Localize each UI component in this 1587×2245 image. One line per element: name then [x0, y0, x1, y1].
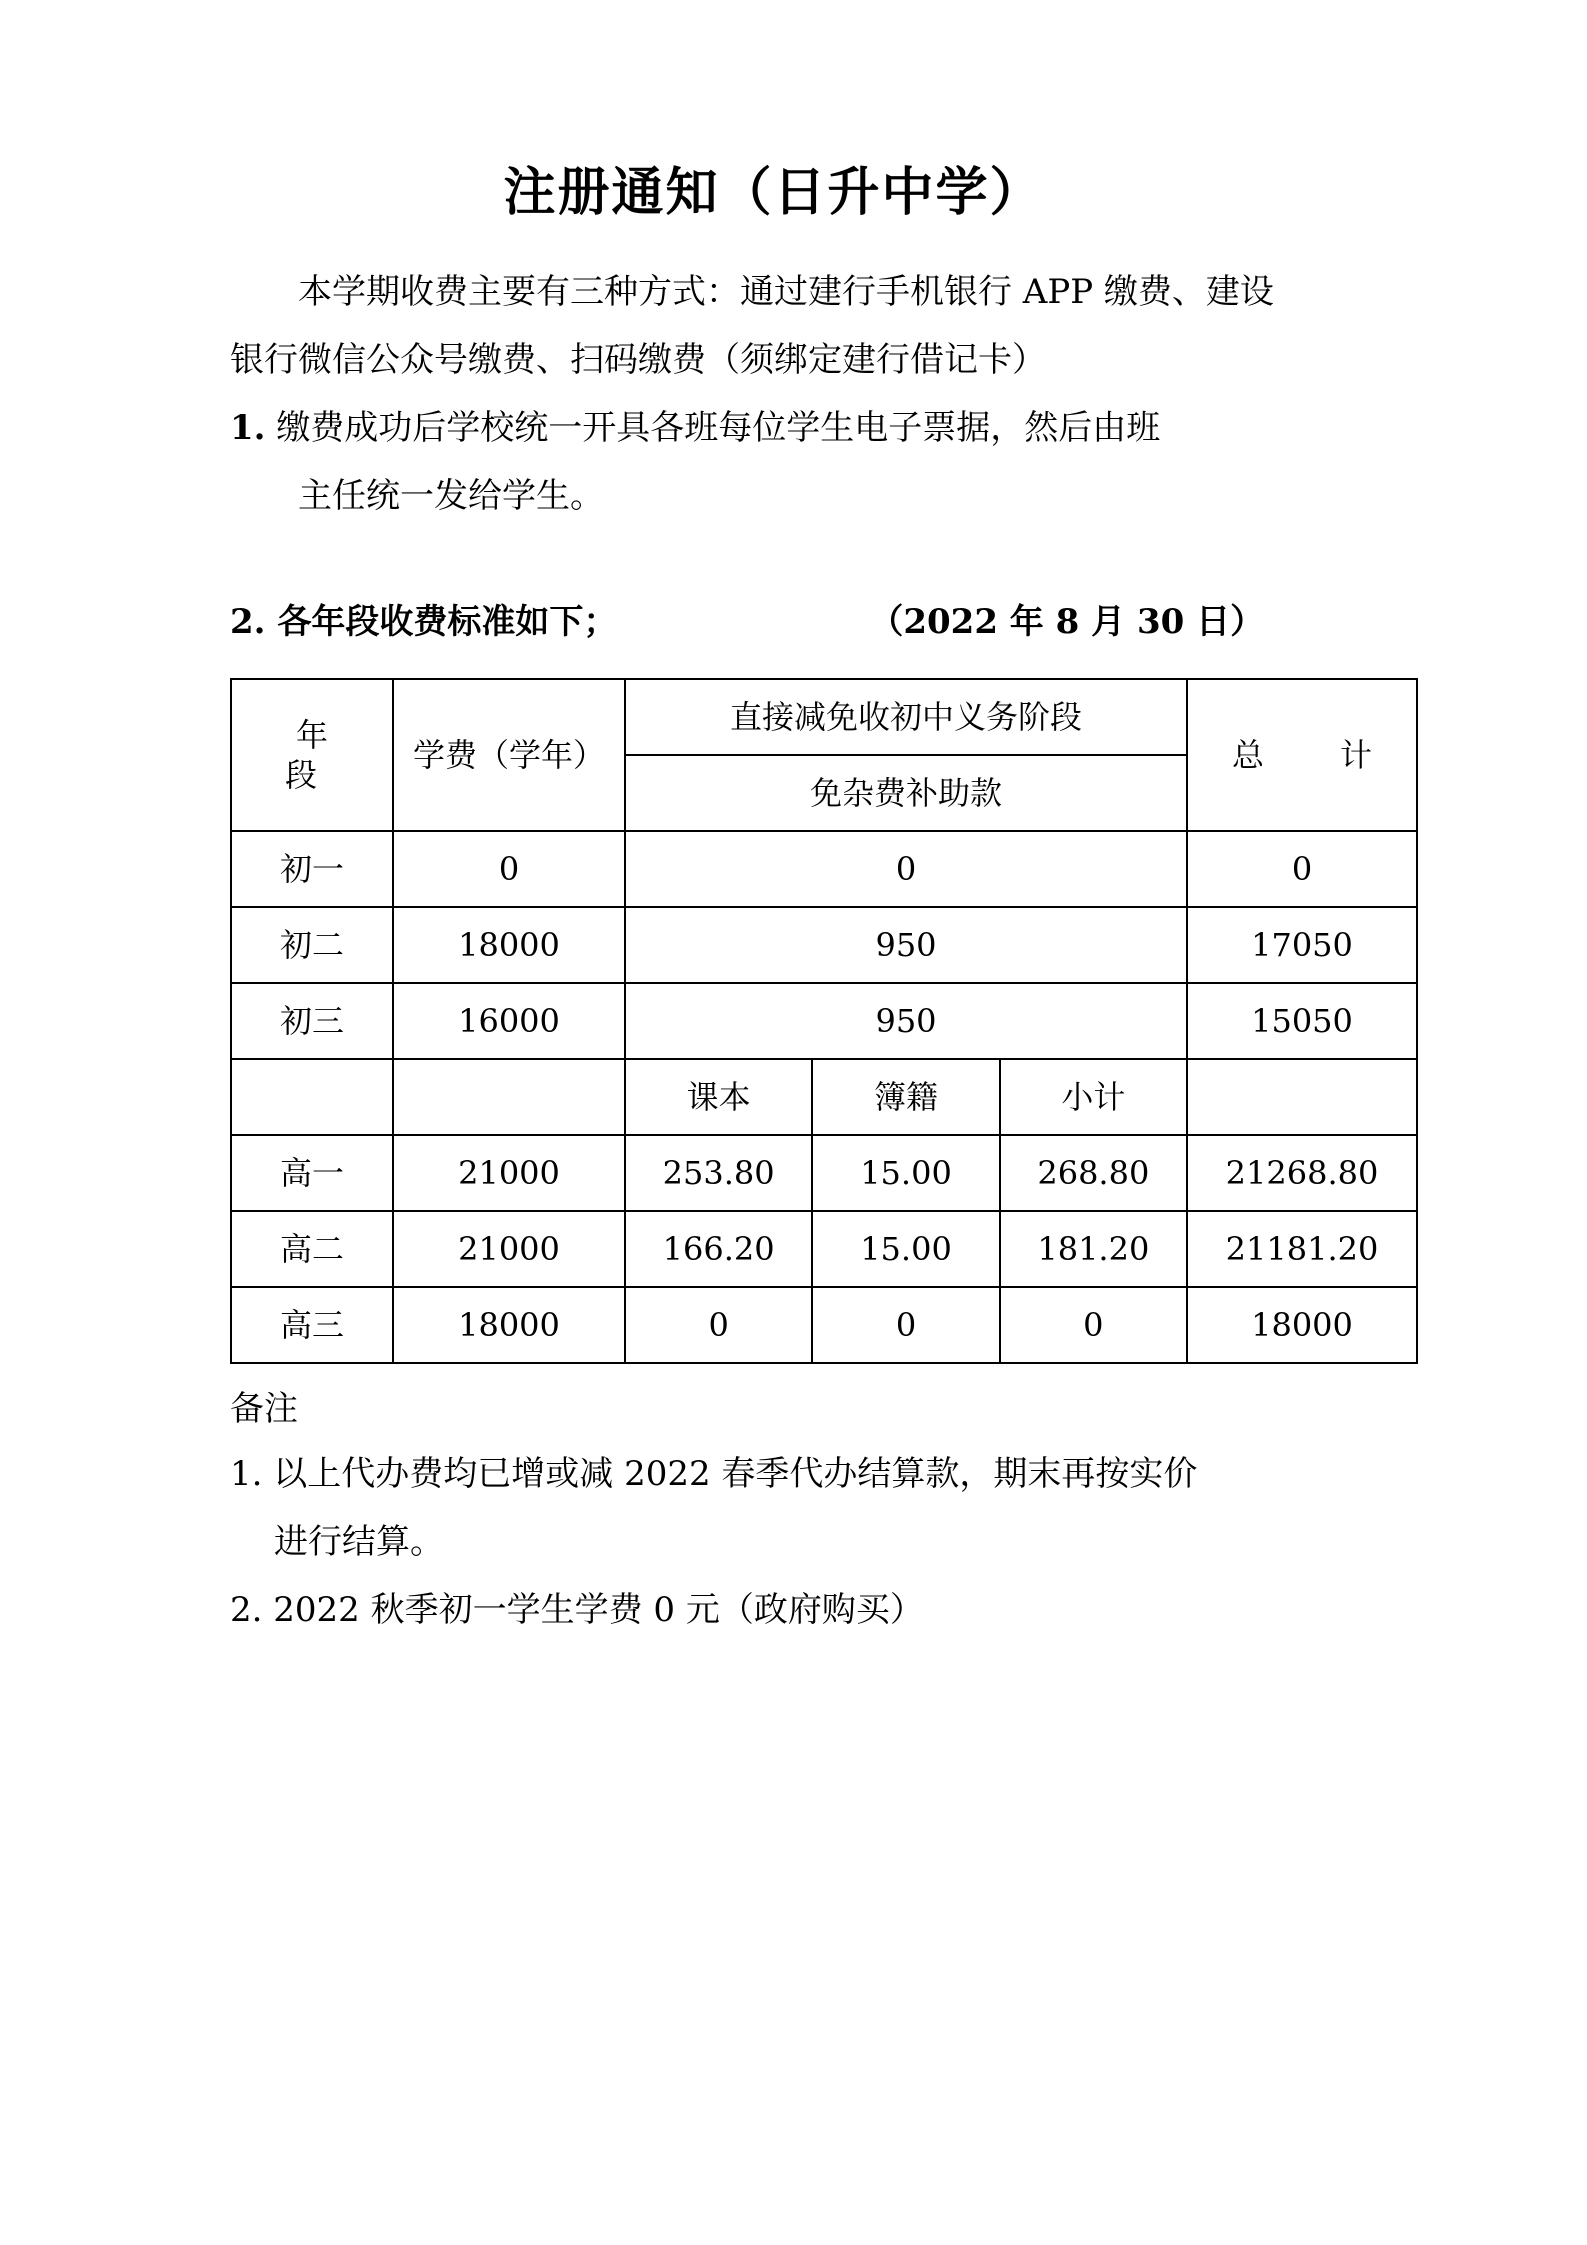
cell-notebook: 15.00 — [812, 1211, 999, 1287]
cell-tuition: 0 — [393, 831, 625, 907]
header-year: 年 段 — [231, 679, 393, 831]
cell-tuition: 18000 — [393, 907, 625, 983]
item-2-left — [230, 588, 617, 656]
item-1-line-2 — [230, 462, 1437, 530]
cell-subsidy: 0 — [625, 831, 1187, 907]
note-1-number: 1. — [230, 1454, 263, 1495]
intro-line-2: 银行微信公众号缴费、扫码缴费（须绑定建行借记卡） — [230, 340, 1046, 381]
cell-tuition: 16000 — [393, 983, 625, 1059]
subheader-textbook: 课本 — [625, 1059, 812, 1135]
table-row — [231, 1211, 1417, 1287]
cell-total: 21181.20 — [1187, 1211, 1417, 1287]
cell-total: 21268.80 — [1187, 1135, 1417, 1211]
cell-tuition: 21000 — [393, 1211, 625, 1287]
cell-tuition: 21000 — [393, 1135, 625, 1211]
cell-year: 初一 — [231, 831, 393, 907]
cell-subtotal: 268.80 — [1000, 1135, 1187, 1211]
table-subheader-row — [231, 1059, 1417, 1135]
cell-notebook: 15.00 — [812, 1135, 999, 1211]
item-2-number: 2. — [230, 602, 266, 643]
table-row — [231, 1135, 1417, 1211]
cell-notebook: 0 — [812, 1287, 999, 1363]
note-1-text: 以上代办费均已增或减 2022 春季代办结算款，期末再按实价 — [273, 1454, 1198, 1495]
table-row — [231, 1287, 1417, 1363]
subheader-notebook: 簿籍 — [812, 1059, 999, 1135]
subheader-blank-year — [231, 1059, 393, 1135]
item-1-line-1 — [230, 394, 1437, 462]
subheader-blank-tuition — [393, 1059, 625, 1135]
header-total: 总 计 — [1187, 679, 1417, 831]
cell-tuition: 18000 — [393, 1287, 625, 1363]
header-subsidy-line2: 免杂费补助款 — [625, 755, 1187, 831]
header-tuition: 学费（学年） — [393, 679, 625, 831]
subheader-blank-total — [1187, 1059, 1417, 1135]
cell-subsidy: 950 — [625, 983, 1187, 1059]
table-row — [231, 831, 1417, 907]
table-row — [231, 907, 1417, 983]
note-1-line-2 — [230, 1508, 1437, 1576]
item-1-text: 缴费成功后学校统一开具各班每位学生电子票据，然后由班 — [276, 408, 1161, 449]
cell-total: 17050 — [1187, 907, 1417, 983]
note-1-line-1 — [230, 1440, 1437, 1508]
cell-subtotal: 181.20 — [1000, 1211, 1187, 1287]
note-2-text: 2022 秋季初一学生学费 0 元（政府购买） — [273, 1590, 924, 1631]
intro-line-1: 本学期收费主要有三种方式：通过建行手机银行 APP 缴费、建设 — [298, 272, 1274, 313]
cell-textbook: 166.20 — [625, 1211, 812, 1287]
header-subsidy-line1: 直接减免收初中义务阶段 — [625, 679, 1187, 755]
note-2-number: 2. — [230, 1590, 263, 1631]
subheader-subtotal: 小计 — [1000, 1059, 1187, 1135]
cell-subtotal: 0 — [1000, 1287, 1187, 1363]
cell-total: 0 — [1187, 831, 1417, 907]
note-1-text-2: 进行结算。 — [274, 1522, 444, 1563]
cell-total: 18000 — [1187, 1287, 1417, 1363]
cell-total: 15050 — [1187, 983, 1417, 1059]
item-2-text: 各年段收费标准如下； — [277, 602, 618, 643]
table-header-row-1 — [231, 679, 1417, 755]
cell-year: 初三 — [231, 983, 393, 1059]
cell-year: 高二 — [231, 1211, 393, 1287]
cell-year: 高三 — [231, 1287, 393, 1363]
cell-year: 高一 — [231, 1135, 393, 1211]
notes-heading: 备注 — [230, 1389, 298, 1430]
cell-year: 初二 — [231, 907, 393, 983]
cell-subsidy: 950 — [625, 907, 1187, 983]
item-1-text-2: 主任统一发给学生。 — [298, 476, 604, 517]
table-row — [231, 983, 1417, 1059]
fee-standards-table — [230, 678, 1418, 1364]
item-1-number: 1. — [230, 408, 266, 449]
item-2-date: （2022 年 8 月 30 日） — [869, 602, 1265, 643]
cell-textbook: 253.80 — [625, 1135, 812, 1211]
item-2-line — [230, 588, 1437, 656]
cell-textbook: 0 — [625, 1287, 812, 1363]
note-2-line-1 — [230, 1576, 1437, 1644]
page-title: 注册通知（日升中学） — [503, 162, 1044, 223]
